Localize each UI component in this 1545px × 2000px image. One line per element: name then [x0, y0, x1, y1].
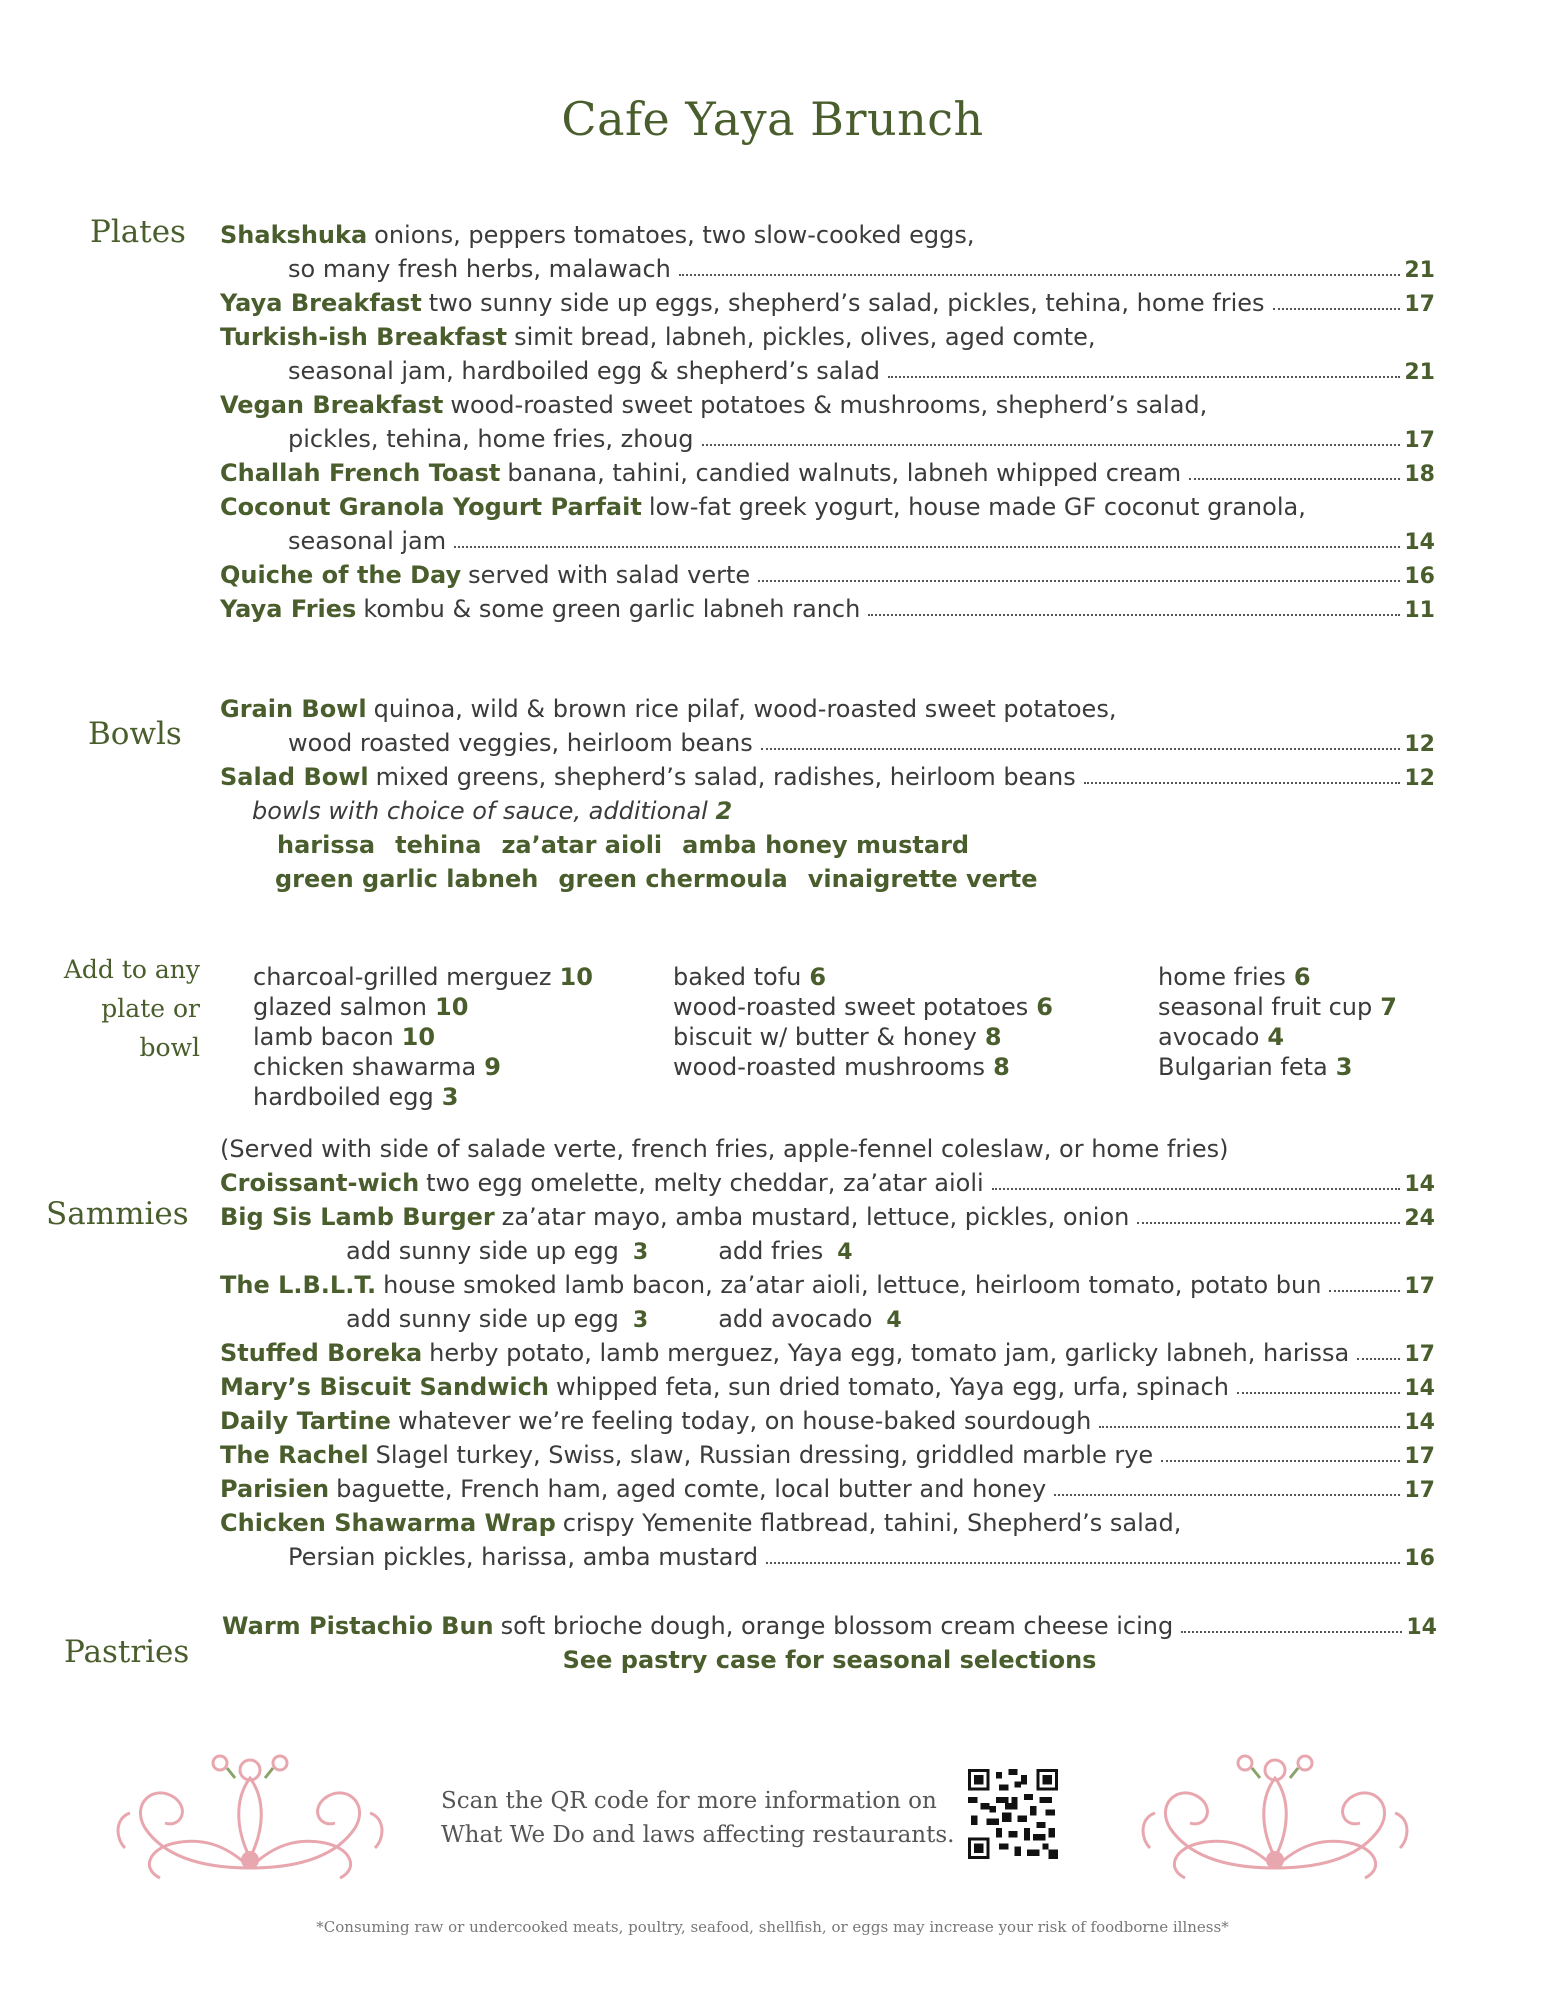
sauce-option: amba honey mustard [682, 831, 970, 859]
menu-item-name: Stuffed Boreka [220, 1339, 423, 1367]
menu-item [220, 692, 1435, 726]
addon-name: chicken shawarma [253, 1053, 477, 1081]
menu-item-price: 14 [1404, 1376, 1435, 1401]
menu-item [220, 388, 1435, 422]
leader-dots [1161, 1460, 1400, 1462]
menu-item-name: Shakshuka [220, 221, 368, 249]
addon-item [253, 1082, 593, 1112]
food-safety-disclaimer: *Consuming raw or undercooked meats, poultry, seafood, shellfish, or eggs may increase your risk of foodborne illness* [316, 1918, 1229, 1936]
menu-item-description: wood roasted veggies, heirloom beans [288, 729, 753, 757]
menu-item [220, 456, 1435, 490]
menu-item-price: 14 [1404, 530, 1435, 555]
addon-item [673, 1052, 1053, 1082]
menu-item-description: pickles, tehina, home fries, zhoug [288, 425, 694, 453]
menu-item [220, 1166, 1435, 1200]
menu-item-price: 24 [1404, 1206, 1435, 1231]
sauce-option: tehina [395, 831, 482, 859]
bowls-list [220, 692, 1435, 896]
leader-dots [868, 614, 1400, 616]
menu-item-description-continued [220, 252, 1435, 286]
menu-item-description: onions, peppers tomatoes, two slow-cooked eggs, [374, 221, 975, 249]
menu-item-description: two egg omelette, melty cheddar, za’atar aioli [426, 1169, 984, 1197]
menu-item [220, 320, 1435, 354]
sammies-block [220, 1132, 1435, 1574]
menu-item-description-continued [220, 422, 1435, 456]
menu-item-price: 14 [1406, 1615, 1437, 1640]
menu-item-name: Salad Bowl [220, 763, 369, 791]
menu-item-name: Coconut Granola Yogurt Parfait [220, 493, 642, 521]
section-plates: Plates [90, 214, 186, 250]
leader-dots [702, 444, 1401, 446]
menu-item-price: 12 [1404, 766, 1435, 791]
addon-name: wood-roasted mushrooms [673, 1053, 986, 1081]
addon-item [253, 962, 593, 992]
sammies-note: (Served with side of salade verte, french fries, apple-fennel coleslaw, or home fries) [220, 1135, 1229, 1163]
menu-item-name: Chicken Shawarma Wrap [220, 1509, 556, 1537]
addon-item [1158, 962, 1397, 992]
sauce-option: harissa [277, 831, 376, 859]
menu-item-price: 17 [1404, 1274, 1435, 1299]
leader-dots [758, 580, 1400, 582]
qr-code[interactable] [968, 1769, 1058, 1859]
menu-item-description: soft brioche dough, orange blossom cream cheese icing [500, 1612, 1174, 1640]
menu-item-name: Grain Bowl [220, 695, 367, 723]
addon-name: hardboiled egg [253, 1083, 434, 1111]
floral-ornament-right [1130, 1748, 1420, 1888]
menu-item [220, 1472, 1435, 1506]
menu-item-price: 16 [1404, 1546, 1435, 1571]
menu-item-price: 17 [1404, 1444, 1435, 1469]
addon-option: add avocado [718, 1305, 873, 1333]
qr-caption-line1: Scan the QR code for more information on [441, 1788, 937, 1814]
menu-item-price: 11 [1404, 598, 1435, 623]
menu-item-description: za’atar mayo, amba mustard, lettuce, pickles, onion [501, 1203, 1130, 1231]
menu-item-description: baguette, French ham, aged comte, local butter and honey [336, 1475, 1047, 1503]
leader-dots [679, 274, 1400, 276]
sauce-option: green garlic labneh [275, 865, 539, 893]
menu-item [220, 1268, 1435, 1302]
menu-item-description: Persian pickles, harissa, amba mustard [288, 1543, 759, 1571]
menu-item-name: Yaya Breakfast [220, 289, 422, 317]
menu-item-name: Warm Pistachio Bun [222, 1612, 494, 1640]
menu-item [220, 1438, 1435, 1472]
addon-price: 3 [632, 1240, 649, 1265]
section-sammies: Sammies [46, 1196, 189, 1232]
addon-item [673, 1022, 1053, 1052]
sammies-list [220, 1166, 1435, 1574]
menu-item-price: 17 [1404, 1478, 1435, 1503]
leader-dots [1357, 1358, 1400, 1360]
menu-item-description-continued [220, 354, 1435, 388]
menu-item-description: simit bread, labneh, pickles, olives, aged comte, [514, 323, 1096, 351]
pastries-list [222, 1609, 1437, 1643]
leader-dots [1273, 308, 1401, 310]
menu-item-price: 17 [1404, 428, 1435, 453]
addon-price: 3 [1335, 1053, 1353, 1081]
menu-item [220, 218, 1435, 252]
menu-item [220, 1404, 1435, 1438]
addon-price: 4 [886, 1308, 902, 1333]
leader-dots [1237, 1392, 1400, 1394]
menu-item-price: 16 [1404, 564, 1435, 589]
bowls-items [220, 692, 1435, 794]
bowl-sauce-note-price: 2 [715, 797, 733, 825]
menu-item-description-continued [220, 726, 1435, 760]
menu-item-description: crispy Yemenite flatbread, tahini, Shepherd’s salad, [562, 1509, 1182, 1537]
addon-item [253, 1052, 593, 1082]
menu-item-description: quinoa, wild & brown rice pilaf, wood-roasted sweet potatoes, [373, 695, 1117, 723]
sauce-option: green chermoula [558, 865, 788, 893]
menu-item-price: 14 [1404, 1410, 1435, 1435]
menu-item-addon-line [220, 1302, 1435, 1336]
addon-price: 8 [993, 1053, 1010, 1081]
menu-item-price: 17 [1404, 1342, 1435, 1367]
addon-item [1158, 1022, 1397, 1052]
sauce-options-row1 [220, 828, 1435, 862]
menu-item-name: Vegan Breakfast [220, 391, 444, 419]
addon-price: 7 [1380, 993, 1397, 1021]
menu-item [220, 1336, 1435, 1370]
section-add-ons-line1: Add to any [63, 955, 200, 984]
menu-title: Cafe Yaya Brunch [561, 92, 984, 146]
menu-item-description: seasonal jam, hardboiled egg & shepherd’s salad [288, 357, 881, 385]
addon-name: charcoal-grilled merguez [253, 963, 552, 991]
menu-item-description: so many fresh herbs, malawach [288, 255, 671, 283]
addon-price: 3 [441, 1083, 459, 1111]
leader-dots [1181, 1631, 1402, 1633]
addon-item [673, 992, 1053, 1022]
leader-dots [454, 546, 1400, 548]
menu-item-description-continued [220, 524, 1435, 558]
menu-item-name: Quiche of the Day [220, 561, 462, 589]
menu-item-price: 18 [1404, 462, 1435, 487]
menu-item-price: 21 [1404, 258, 1435, 283]
addon-name: lamb bacon [253, 1023, 394, 1051]
addon-price: 4 [837, 1240, 853, 1265]
menu-item [222, 1609, 1437, 1643]
sauce-options-row2 [220, 862, 1435, 896]
menu-item-name: Big Sis Lamb Burger [220, 1203, 495, 1231]
menu-item-description: mixed greens, shepherd’s salad, radishes, heirloom beans [375, 763, 1076, 791]
addon-price: 8 [984, 1023, 1002, 1051]
addon-name: baked tofu [673, 963, 802, 991]
leader-dots [1329, 1290, 1400, 1292]
menu-item-description: Slagel turkey, Swiss, slaw, Russian dressing, griddled marble rye [375, 1441, 1154, 1469]
menu-item [220, 286, 1435, 320]
menu-item-name: Yaya Fries [220, 595, 357, 623]
section-pastries: Pastries [64, 1634, 190, 1670]
leader-dots [1054, 1494, 1400, 1496]
menu-item-description: whatever we’re feeling today, on house-baked sourdough [397, 1407, 1092, 1435]
leader-dots [1084, 782, 1401, 784]
menu-item-price: 21 [1404, 360, 1435, 385]
addon-name: biscuit w/ butter & honey [673, 1023, 977, 1051]
bowl-sauce-note-text: bowls with choice of sauce, additional [252, 797, 708, 825]
menu-item-description: two sunny side up eggs, shepherd’s salad, pickles, tehina, home fries [428, 289, 1265, 317]
menu-item-description: kombu & some green garlic labneh ranch [363, 595, 861, 623]
qr-caption [441, 1784, 954, 1852]
addon-name: home fries [1158, 963, 1286, 991]
sauce-option: za’atar aioli [501, 831, 663, 859]
menu-item-description: whipped feta, sun dried tomato, Yaya egg, urfa, spinach [555, 1373, 1229, 1401]
leader-dots [992, 1188, 1401, 1190]
qr-caption-line2: What We Do and laws affecting restaurants. [441, 1822, 955, 1848]
menu-item-description: low-fat greek yogurt, house made GF coconut granola, [648, 493, 1306, 521]
addon-name: wood-roasted sweet potatoes [673, 993, 1029, 1021]
addon-name: Bulgarian feta [1158, 1053, 1328, 1081]
menu-item-price: 12 [1404, 732, 1435, 757]
addon-name: seasonal fruit cup [1158, 993, 1373, 1021]
leader-dots [761, 748, 1401, 750]
menu-item-price: 14 [1404, 1172, 1435, 1197]
section-add-ons-line2: plate or bowl [101, 994, 200, 1062]
pastry-note: See pastry case for seasonal selections [562, 1646, 1097, 1674]
menu-item-name: The Rachel [220, 1441, 369, 1469]
menu-item [220, 1370, 1435, 1404]
menu-item-description: house smoked lamb bacon, za’atar aioli, lettuce, heirloom tomato, potato bun [383, 1271, 1322, 1299]
addon-name: glazed salmon [253, 993, 427, 1021]
menu-item-name: The L.B.L.T. [220, 1271, 377, 1299]
menu-item-description: banana, tahini, candied walnuts, labneh whipped cream [507, 459, 1182, 487]
leader-dots [1189, 478, 1400, 480]
menu-item-description: herby potato, lamb merguez, Yaya egg, tomato jam, garlicky labneh, harissa [429, 1339, 1350, 1367]
menu-item-description-continued [220, 1540, 1435, 1574]
bowl-sauce-note [220, 794, 1435, 828]
leader-dots [888, 376, 1400, 378]
menu-item-name: Croissant-wich [220, 1169, 420, 1197]
addon-price: 10 [401, 1023, 436, 1051]
addon-option: add sunny side up egg [346, 1237, 619, 1265]
addons-column-3 [1158, 962, 1397, 1082]
menu-item-name: Turkish-ish Breakfast [220, 323, 508, 351]
addon-item [253, 1022, 593, 1052]
addon-item [673, 962, 1053, 992]
menu-item [220, 1200, 1435, 1234]
addon-option: add sunny side up egg [346, 1305, 619, 1333]
menu-item-name: Daily Tartine [220, 1407, 391, 1435]
addon-price: 3 [632, 1308, 649, 1333]
addon-name: avocado [1158, 1023, 1260, 1051]
addon-price: 6 [1293, 963, 1311, 991]
menu-item-name: Mary’s Biscuit Sandwich [220, 1373, 549, 1401]
menu-item [220, 760, 1435, 794]
addons-column-2 [673, 962, 1053, 1082]
menu-item [220, 1506, 1435, 1540]
addon-price: 10 [559, 963, 593, 991]
menu-item-description: served with salad verte [468, 561, 751, 589]
menu-item-description: wood-roasted sweet potatoes & mushrooms, shepherd’s salad, [450, 391, 1208, 419]
leader-dots [766, 1562, 1400, 1564]
menu-item [220, 558, 1435, 592]
addons-column-1 [253, 962, 593, 1112]
menu-item [220, 490, 1435, 524]
pastries-block [222, 1609, 1437, 1677]
addon-option: add fries [718, 1237, 824, 1265]
menu-item-name: Parisien [220, 1475, 330, 1503]
addon-item [1158, 1052, 1397, 1082]
menu-item-addon-line [220, 1234, 1435, 1268]
leader-dots [1099, 1426, 1400, 1428]
plates-list [220, 218, 1435, 626]
addon-item [253, 992, 593, 1022]
sauce-option: vinaigrette verte [807, 865, 1038, 893]
menu-item [220, 592, 1435, 626]
addon-price: 6 [1036, 993, 1053, 1021]
floral-ornament-left [105, 1748, 395, 1888]
addon-price: 9 [484, 1053, 501, 1081]
section-add-ons [40, 950, 200, 1067]
menu-item-name: Challah French Toast [220, 459, 501, 487]
section-bowls: Bowls [88, 716, 182, 752]
menu-item-price: 17 [1404, 292, 1435, 317]
addon-price: 4 [1267, 1023, 1285, 1051]
leader-dots [1137, 1222, 1400, 1224]
addon-price: 10 [435, 993, 469, 1021]
addon-item [1158, 992, 1397, 1022]
menu-item-description: seasonal jam [288, 527, 447, 555]
addon-price: 6 [809, 963, 827, 991]
